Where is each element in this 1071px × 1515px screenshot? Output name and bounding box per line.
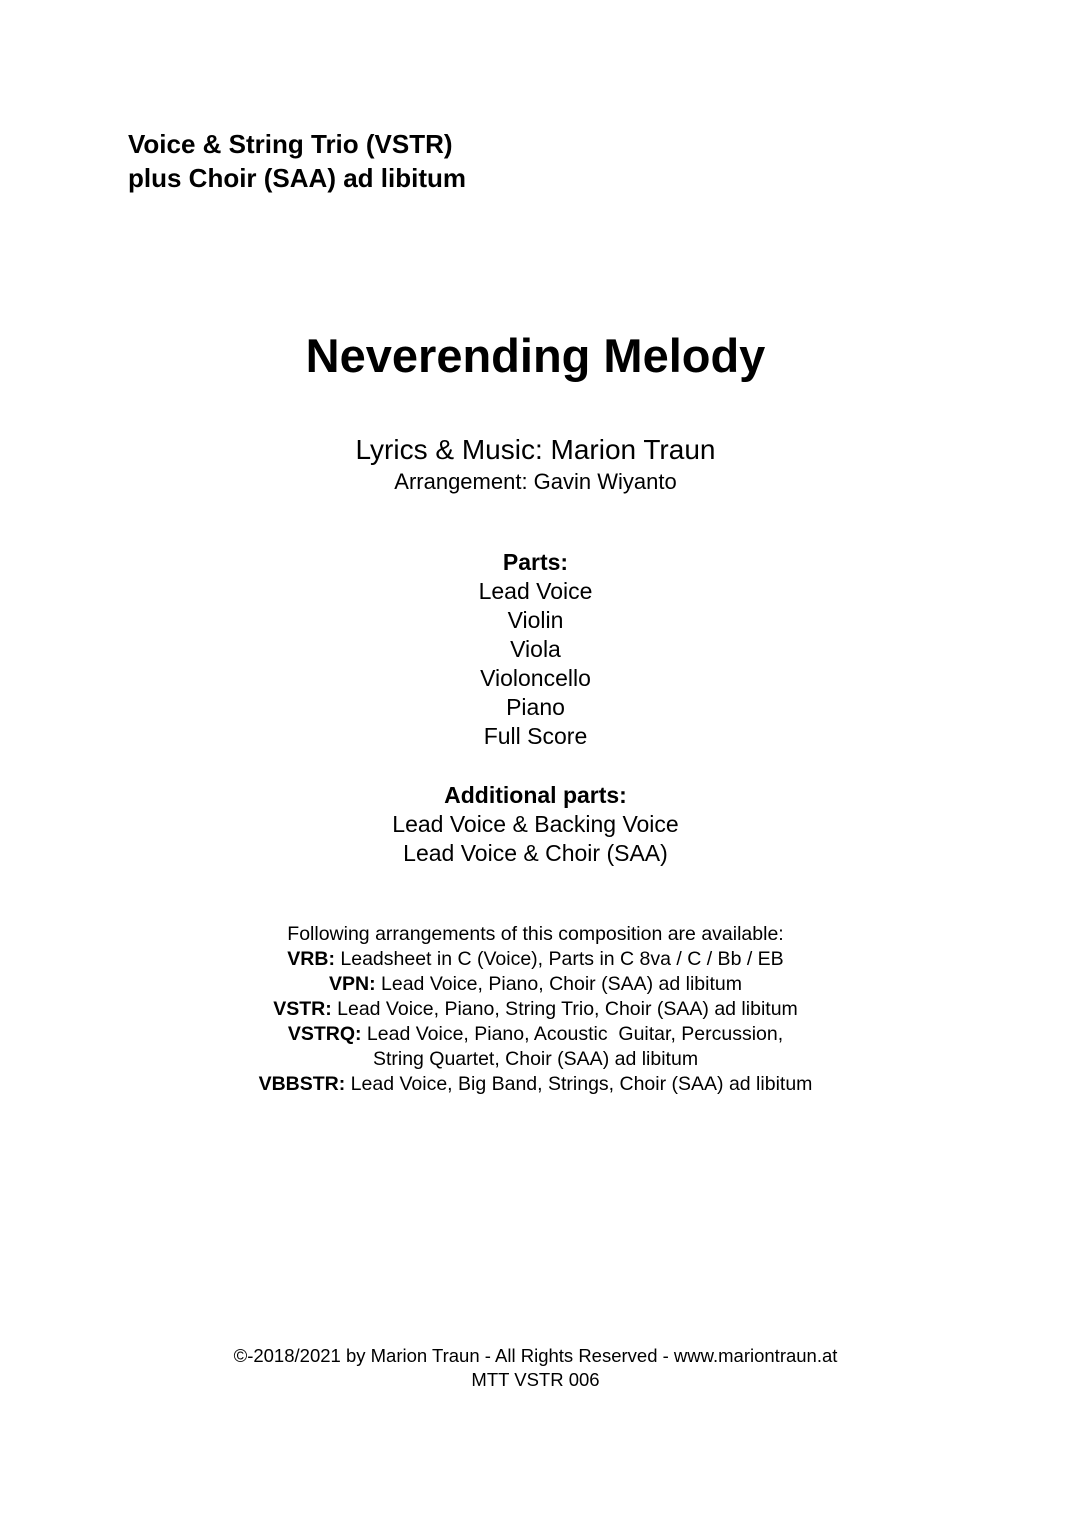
arrangement-credit: Arrangement: Gavin Wiyanto <box>394 469 677 494</box>
arrangement-entry <box>0 972 1071 997</box>
arrangement-description: String Quartet, Choir (SAA) ad libitum <box>372 1048 699 1070</box>
arrangement-description: Lead Voice, Piano, String Trio, Choir (SAA) ad libitum <box>331 998 798 1020</box>
arrangement-entry-continuation <box>0 1047 1071 1072</box>
arrangement-code: VPN: <box>329 973 376 995</box>
arrangements-intro: Following arrangements of this composition are available: <box>287 923 784 945</box>
edition-header <box>128 127 466 195</box>
song-title: Neverending Melody <box>305 329 766 382</box>
part-item: Lead Voice <box>478 578 593 604</box>
arrangement-description: Lead Voice, Piano, Choir (SAA) ad libitum <box>375 973 742 995</box>
footer <box>0 1344 1071 1392</box>
part-item: Viola <box>510 636 561 662</box>
parts-list <box>0 548 1071 751</box>
arrangement-description: Lead Voice, Piano, Acoustic Guitar, Percussion, <box>361 1023 784 1045</box>
arrangement-code: VSTRQ: <box>287 1023 362 1045</box>
arrangement-code: VBBSTR: <box>258 1073 346 1095</box>
arrangements-list <box>0 922 1071 1097</box>
part-item: Full Score <box>483 723 588 749</box>
arrangement-code: VRB: <box>287 948 335 970</box>
catalog-number: MTT VSTR 006 <box>471 1369 600 1390</box>
copyright-notice: ©-2018/2021 by Marion Traun - All Rights Reserved - www.mariontraun.at <box>233 1345 838 1366</box>
lyrics-music-credit: Lyrics & Music: Marion Traun <box>355 434 716 465</box>
edition-line-2: plus Choir (SAA) ad libitum <box>128 163 466 193</box>
arrangement-description: Lead Voice, Big Band, Strings, Choir (SAA) ad libitum <box>345 1073 813 1095</box>
part-item: Violin <box>507 607 564 633</box>
additional-part-item: Lead Voice & Backing Voice <box>392 811 679 837</box>
credits <box>0 433 1071 497</box>
arrangement-code: VSTR: <box>273 998 332 1020</box>
part-item: Violoncello <box>480 665 591 691</box>
additional-parts-heading: Additional parts: <box>444 782 627 808</box>
arrangement-entry <box>0 997 1071 1022</box>
part-item: Piano <box>506 694 565 720</box>
edition-line-1: Voice & String Trio (VSTR) <box>128 129 453 159</box>
parts-heading: Parts: <box>502 549 569 575</box>
arrangement-entry <box>0 1072 1071 1097</box>
arrangement-entry <box>0 1022 1071 1047</box>
additional-parts-list <box>0 781 1071 868</box>
additional-part-item: Lead Voice & Choir (SAA) <box>403 840 668 866</box>
arrangement-description: Leadsheet in C (Voice), Parts in C 8va / C / Bb / EB <box>334 948 784 970</box>
arrangement-entry <box>0 947 1071 972</box>
